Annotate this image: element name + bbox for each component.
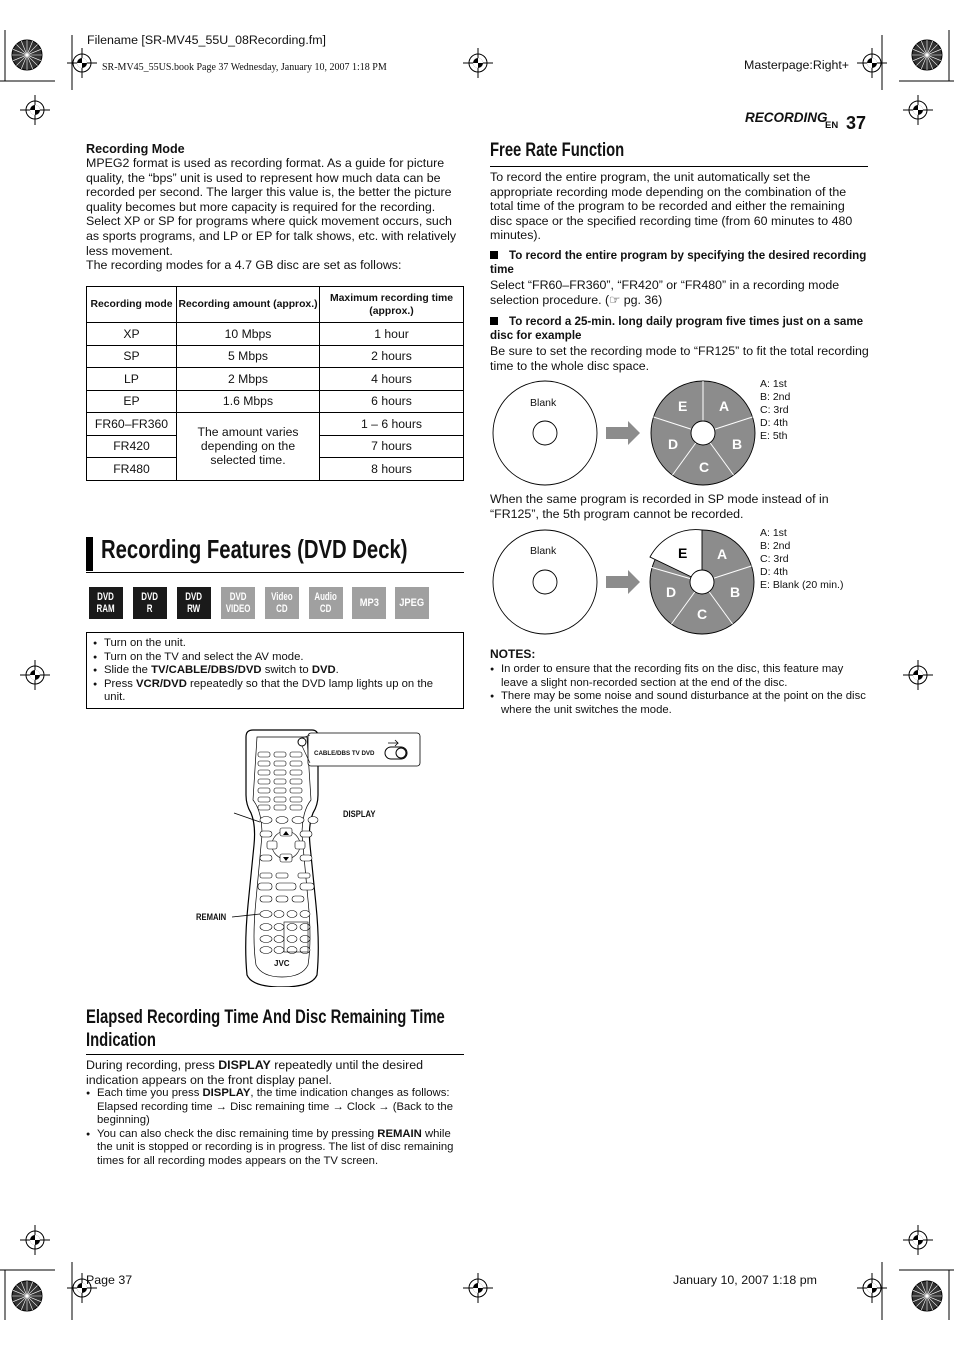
segment-b: B bbox=[730, 584, 741, 600]
between-text: When the same program is recorded in SP mode instead of in “FR125”, the 5th program cannot be recorded. bbox=[490, 492, 829, 521]
free-rate-intro: To record the entire program, the unit automatically set the appropriate recording mode depending on the combination of the total time of the program to be recorded and either the remaining disc space or the specified recording time (from 60 minutes to 480 minutes). bbox=[490, 170, 853, 243]
badge-line2: R bbox=[147, 603, 153, 615]
table-row bbox=[87, 323, 464, 346]
badge-line2: RAM bbox=[96, 603, 116, 615]
badge-dvd-r bbox=[133, 587, 167, 619]
legend-item: D: 4th bbox=[760, 417, 789, 429]
free-rate-rule bbox=[490, 166, 868, 167]
badge-line1: DVD bbox=[97, 591, 115, 603]
text-run: You can also check the disc remaining time by pressing bbox=[97, 1127, 378, 1140]
legend-item: A: 1st bbox=[760, 378, 787, 390]
elapsed-rule bbox=[86, 1054, 464, 1055]
segment-d: D bbox=[666, 584, 677, 600]
segment-d: D bbox=[668, 436, 679, 452]
cell-time: 6 hours bbox=[320, 390, 464, 413]
filename-label: Filename [SR-MV45_55U_08Recording.fm] bbox=[87, 33, 326, 47]
blank-label: Blank bbox=[530, 545, 557, 557]
table-row bbox=[87, 413, 464, 436]
remote-control-graphic bbox=[190, 725, 430, 987]
table-row bbox=[87, 345, 464, 368]
blank-label: Blank bbox=[530, 397, 557, 409]
prep-item: ● Press VCR/DVD repeatedly so that the DVD lamp lights up on the unit. bbox=[93, 678, 455, 705]
badge-line1: Audio bbox=[314, 591, 338, 603]
cell-amount: 2 Mbps bbox=[177, 368, 320, 391]
disc-diagram-fr125 bbox=[490, 378, 870, 488]
badge-line1: DVD bbox=[229, 591, 247, 603]
remain-label: REMAIN bbox=[196, 912, 227, 922]
elapsed-bullet bbox=[86, 1128, 462, 1169]
legend-item: C: 3rd bbox=[760, 553, 789, 565]
diagram1-legend bbox=[760, 378, 790, 443]
badge-dvd-video bbox=[221, 587, 255, 619]
elapsed-bullets bbox=[86, 1087, 462, 1169]
table-header-row bbox=[87, 287, 464, 323]
switch-label: CABLE/DBS TV DVD bbox=[314, 750, 375, 757]
legend-item: E: 5th bbox=[760, 430, 788, 442]
legend-item: A: 1st bbox=[760, 527, 787, 539]
table-row bbox=[87, 390, 464, 413]
display-label: DISPLAY bbox=[343, 809, 376, 819]
badge-line2: CD bbox=[320, 603, 332, 615]
legend-item: C: 3rd bbox=[760, 404, 789, 416]
bold-display: DISPLAY bbox=[202, 1087, 251, 1099]
features-title: Recording Features (DVD Deck) bbox=[101, 534, 408, 564]
header-recording-mode: Recording mode bbox=[87, 287, 177, 323]
footer-page: Page 37 bbox=[86, 1273, 133, 1287]
cell-mode: FR420 bbox=[87, 435, 177, 458]
cell-amount: 5 Mbps bbox=[177, 345, 320, 368]
recording-mode-paragraph: MPEG2 format is used as recording format. As a guide for picture quality, the “bps” unit is used to represent how much data can be recorded per second. The larger this value is, the better the picture quality becomes but more capacity is required for the recording. Select XP or SP for programs where quick movement occurs, such as sports programs, and LP or EP for talk shows, etc. with relatively less movement. bbox=[86, 156, 457, 258]
cell-amount: 10 Mbps bbox=[177, 323, 320, 346]
cell-time: 7 hours bbox=[320, 435, 464, 458]
cell-time: 2 hours bbox=[320, 345, 464, 368]
cell-mode: FR480 bbox=[87, 458, 177, 481]
bold-switch: TV/CABLE/DBS/DVD bbox=[151, 664, 262, 677]
segment-e: E bbox=[678, 545, 688, 561]
cell-mode: SP bbox=[87, 345, 177, 368]
bold-dvd: DVD bbox=[311, 664, 336, 677]
book-info: SR-MV45_55US.book Page 37 Wednesday, January 10, 2007 1:18 PM bbox=[102, 62, 387, 73]
notes-heading: NOTES: bbox=[490, 647, 536, 661]
badge-line1: Video bbox=[271, 591, 293, 603]
bold-display: DISPLAY bbox=[218, 1058, 271, 1072]
segment-b: B bbox=[732, 436, 743, 452]
page-number: 37 bbox=[846, 113, 867, 133]
disc-diagram-graphic bbox=[490, 378, 870, 488]
remote-illustration bbox=[190, 725, 430, 987]
segment-e: E bbox=[678, 398, 688, 414]
cell-mode: LP bbox=[87, 368, 177, 391]
recording-mode-heading: Recording Mode bbox=[86, 142, 185, 156]
recording-mode-table bbox=[86, 286, 464, 481]
legend-item: B: 2nd bbox=[760, 540, 791, 552]
preparation-box bbox=[86, 632, 464, 709]
legend-item: B: 2nd bbox=[760, 391, 791, 403]
note-item: ● There may be some noise and sound disturbance at the point on the disc where the unit switches the mode. bbox=[490, 690, 868, 717]
table-row bbox=[87, 368, 464, 391]
elapsed-title-line1: Elapsed Recording Time And Disc Remaining Time bbox=[86, 1007, 445, 1028]
section-label: RECORDING bbox=[745, 110, 828, 125]
cell-mode: XP bbox=[87, 323, 177, 346]
header-recording-amount: Recording amount (approx.) bbox=[177, 287, 320, 323]
badge-dvd-rw bbox=[177, 587, 211, 619]
cell-time: 8 hours bbox=[320, 458, 464, 481]
display-sequence: Elapsed recording time → Disc remaining time → Clock → (Back to the beginning) bbox=[97, 1100, 453, 1127]
preparation-list bbox=[93, 637, 455, 705]
lang-label: EN bbox=[825, 120, 839, 131]
free-rate-title: Free Rate Function bbox=[490, 140, 625, 161]
elapsed-bullet bbox=[86, 1087, 462, 1128]
footer-date: January 10, 2007 1:18 pm bbox=[673, 1273, 817, 1287]
segment-a: A bbox=[717, 546, 728, 562]
text-run: Each time you press bbox=[97, 1087, 203, 1099]
elapsed-title-line2: Indication bbox=[86, 1030, 156, 1051]
note-item: ● In order to ensure that the recording fits on the disc, this feature may leave a slight non-recorded section at the end of the disc. bbox=[490, 663, 868, 690]
text-run: repeatedly until the desired indication appears on the front display panel. bbox=[86, 1058, 424, 1087]
segment-a: A bbox=[719, 398, 730, 414]
badge-line1: DVD bbox=[185, 591, 203, 603]
elapsed-intro bbox=[86, 1058, 466, 1087]
badge-line2: VIDEO bbox=[225, 603, 251, 615]
cell-amount: 1.6 Mbps bbox=[177, 390, 320, 413]
legend-item: E: Blank (20 min.) bbox=[760, 579, 844, 591]
recording-mode-lead: The recording modes for a 4.7 GB disc are set as follows: bbox=[86, 258, 402, 272]
case1-heading: To record the entire program by specifying the desired recording time bbox=[490, 249, 867, 276]
cell-time: 1 hour bbox=[320, 323, 464, 346]
brand-logo: JVC bbox=[274, 959, 290, 968]
case1-text: Select “FR60–FR360”, “FR420” or “FR480” in a recording mode selection procedure. (☞ pg. 36) bbox=[490, 278, 840, 307]
badge-line2: CD bbox=[276, 603, 288, 615]
cell-mode: FR60–FR360 bbox=[87, 413, 177, 436]
case2-heading: To record a 25-min. long daily program five times just on a same disc for example bbox=[490, 315, 864, 342]
cell-amount-merged: The amount varies depending on the selected time. bbox=[177, 413, 320, 481]
badge-line1: DVD bbox=[141, 591, 159, 603]
badge-line1: MP3 bbox=[359, 597, 379, 609]
badge-dvd-ram bbox=[89, 587, 123, 619]
diagram2-legend bbox=[760, 527, 843, 592]
title-accent-bar bbox=[86, 537, 93, 571]
cell-mode: EP bbox=[87, 390, 177, 413]
prep-item: ● Turn on the unit. bbox=[93, 637, 455, 651]
badge-line1: JPEG bbox=[399, 597, 425, 609]
legend-item: D: 4th bbox=[760, 566, 789, 578]
header-max-time: Maximum recording time (approx.) bbox=[320, 287, 464, 323]
elapsed-title bbox=[86, 1006, 445, 1052]
notes-list bbox=[490, 663, 868, 717]
text-run: , the time indication changes as follows: bbox=[250, 1087, 450, 1099]
masterpage-label: Masterpage:Right+ bbox=[744, 58, 850, 72]
text-run: while the unit is stopped or recording is in progress. The list of disc remaining times for all recording modes appears on the TV screen. bbox=[97, 1127, 454, 1167]
cell-time: 4 hours bbox=[320, 368, 464, 391]
text-run: During recording, press bbox=[86, 1058, 219, 1072]
badge-video-cd bbox=[265, 587, 299, 619]
badge-jpeg bbox=[395, 587, 429, 619]
cell-time: 1 – 6 hours bbox=[320, 413, 464, 436]
segment-c: C bbox=[697, 606, 708, 622]
segment-c: C bbox=[699, 459, 710, 475]
bold-remain: REMAIN bbox=[377, 1127, 422, 1140]
bold-vcrdvd: VCR/DVD bbox=[136, 677, 187, 690]
disc-diagram-sp bbox=[490, 527, 870, 637]
case2-text: Be sure to set the recording mode to “FR125” to fit the total recording time to the whole disc space. bbox=[490, 344, 869, 373]
badge-line2: RW bbox=[187, 603, 201, 615]
prep-item: ● Slide the TV/CABLE/DBS/DVD switch to DVD. bbox=[93, 664, 455, 678]
badge-audio-cd bbox=[309, 587, 343, 619]
title-rule bbox=[86, 572, 464, 573]
prep-item: ● Turn on the TV and select the AV mode. bbox=[93, 651, 455, 665]
badge-mp3 bbox=[352, 587, 386, 619]
